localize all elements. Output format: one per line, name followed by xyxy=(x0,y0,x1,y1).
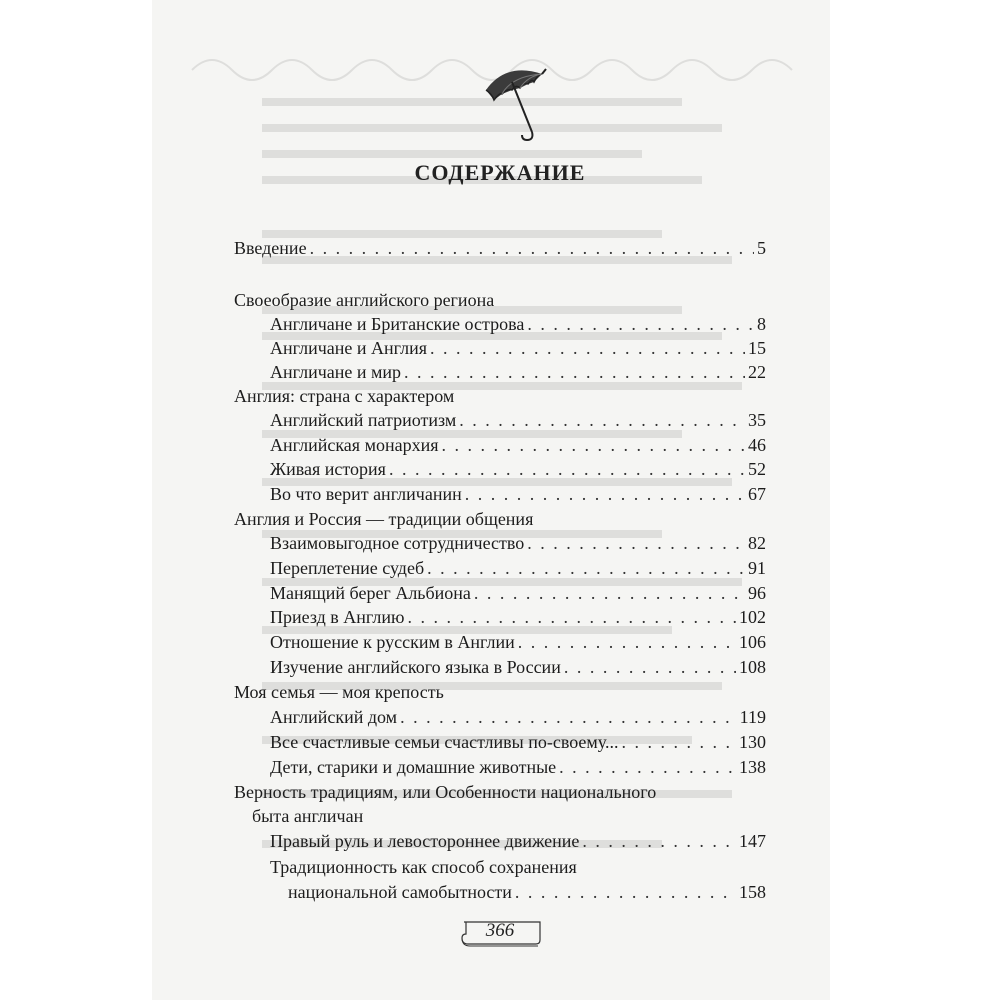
toc-entry xyxy=(270,706,766,728)
toc-entry-label: Правый руль и левостороннее движение xyxy=(270,831,580,851)
dot-leader xyxy=(622,731,737,753)
dot-leader xyxy=(564,656,736,678)
toc-entry xyxy=(270,337,766,359)
toc-entry xyxy=(270,830,766,852)
toc-entry xyxy=(288,881,766,903)
toc-entry-label: Англичане и мир xyxy=(270,362,402,382)
toc-entry xyxy=(270,756,766,778)
dot-leader xyxy=(527,532,745,554)
toc-entry xyxy=(270,409,766,431)
dot-leader xyxy=(527,313,754,335)
toc-entry-label: Живая история xyxy=(270,459,386,479)
toc-entry xyxy=(270,582,766,604)
toc-section-heading: Моя семья — моя крепость xyxy=(234,682,444,702)
toc-entry-label: Переплетение судеб xyxy=(270,558,425,578)
toc-entry-label: Все счастливые семьи счастливы по-своему... xyxy=(270,732,619,752)
dot-leader xyxy=(465,483,745,505)
toc-section-heading-continued: быта англичан xyxy=(252,806,364,826)
toc-entry-page: 67 xyxy=(748,484,766,504)
toc-entry-label: Англичане и Англия xyxy=(270,338,428,358)
toc-section-heading: Англия и Россия — традиции общения xyxy=(234,509,534,529)
toc-entry-page: 35 xyxy=(748,410,766,430)
toc-entry-page: 138 xyxy=(739,757,766,777)
dot-leader xyxy=(559,756,736,778)
dot-leader xyxy=(430,337,745,359)
dot-leader xyxy=(518,631,736,653)
toc-entry xyxy=(270,532,766,554)
toc-entry xyxy=(270,631,766,653)
dot-leader xyxy=(582,830,736,852)
toc-entry-page: 96 xyxy=(748,583,766,603)
page-number: 366 xyxy=(485,920,515,941)
toc-entry xyxy=(270,557,766,579)
toc-entry-page: 22 xyxy=(748,362,766,382)
toc-entry-label: Введение xyxy=(234,238,307,258)
toc-entry-page: 102 xyxy=(739,607,766,627)
toc-entry xyxy=(270,361,766,383)
dot-leader xyxy=(474,582,745,604)
toc-entry-label: Изучение английского языка в России xyxy=(270,657,561,677)
toc-entry-page: 130 xyxy=(739,732,766,752)
toc-entry-page: 5 xyxy=(757,238,766,258)
toc-entry-page: 106 xyxy=(739,632,766,652)
toc-entry-page: 46 xyxy=(748,435,766,455)
toc-entry-page: 119 xyxy=(739,707,766,727)
toc-entry-label: Взаимовыгодное сотрудничество xyxy=(270,533,525,553)
toc-entry xyxy=(270,606,766,628)
toc-entry-page: 91 xyxy=(748,558,766,578)
toc-section-heading: Своеобразие английского региона xyxy=(234,290,495,310)
dot-leader xyxy=(310,237,754,259)
toc-entry-label: Манящий берег Альбиона xyxy=(270,583,471,603)
page-title: СОДЕРЖАНИЕ xyxy=(414,160,586,185)
toc-entry xyxy=(270,731,766,753)
toc-entry xyxy=(270,483,766,505)
dot-leader xyxy=(400,706,737,728)
toc-entry-label: Английская монархия xyxy=(270,435,439,455)
toc-section-heading: Англия: страна с характером xyxy=(234,386,455,406)
toc-entry xyxy=(270,313,766,335)
toc-entry-page: 108 xyxy=(739,657,766,677)
toc-entry-intro xyxy=(234,237,766,259)
toc-entry xyxy=(270,656,766,678)
dot-leader xyxy=(442,434,745,456)
toc-section-heading: Верность традициям, или Особенности национального xyxy=(234,782,657,802)
toc-entry-label: Приезд в Англию xyxy=(270,607,405,627)
toc-entry-page: 147 xyxy=(739,831,766,851)
toc-entry-label: Английский дом xyxy=(270,707,398,727)
toc-entry-label: Англичане и Британские острова xyxy=(270,314,525,334)
toc-entry xyxy=(270,458,766,480)
toc-entry-page: 8 xyxy=(757,314,766,334)
toc-entry-page: 158 xyxy=(739,882,766,902)
toc-entry-page: 82 xyxy=(748,533,766,553)
toc-entry-label: Английский патриотизм xyxy=(270,410,457,430)
dot-leader xyxy=(515,881,736,903)
toc-entry-page: 52 xyxy=(748,459,766,479)
toc-entry-label: Отношение к русским в Англии xyxy=(270,632,515,652)
toc-entry-label-line1: Традиционность как способ сохранения xyxy=(270,857,577,877)
toc-entry-label: Дети, старики и домашние животные xyxy=(270,757,557,777)
toc-entry xyxy=(270,434,766,456)
dot-leader xyxy=(404,361,745,383)
toc-entry-label: Во что верит англичанин xyxy=(270,484,462,504)
dot-leader xyxy=(389,458,745,480)
dot-leader xyxy=(459,409,745,431)
dot-leader xyxy=(407,606,736,628)
toc-entry-label: национальной самобытности xyxy=(288,882,512,902)
toc-entry-page: 15 xyxy=(748,338,766,358)
dot-leader xyxy=(427,557,745,579)
